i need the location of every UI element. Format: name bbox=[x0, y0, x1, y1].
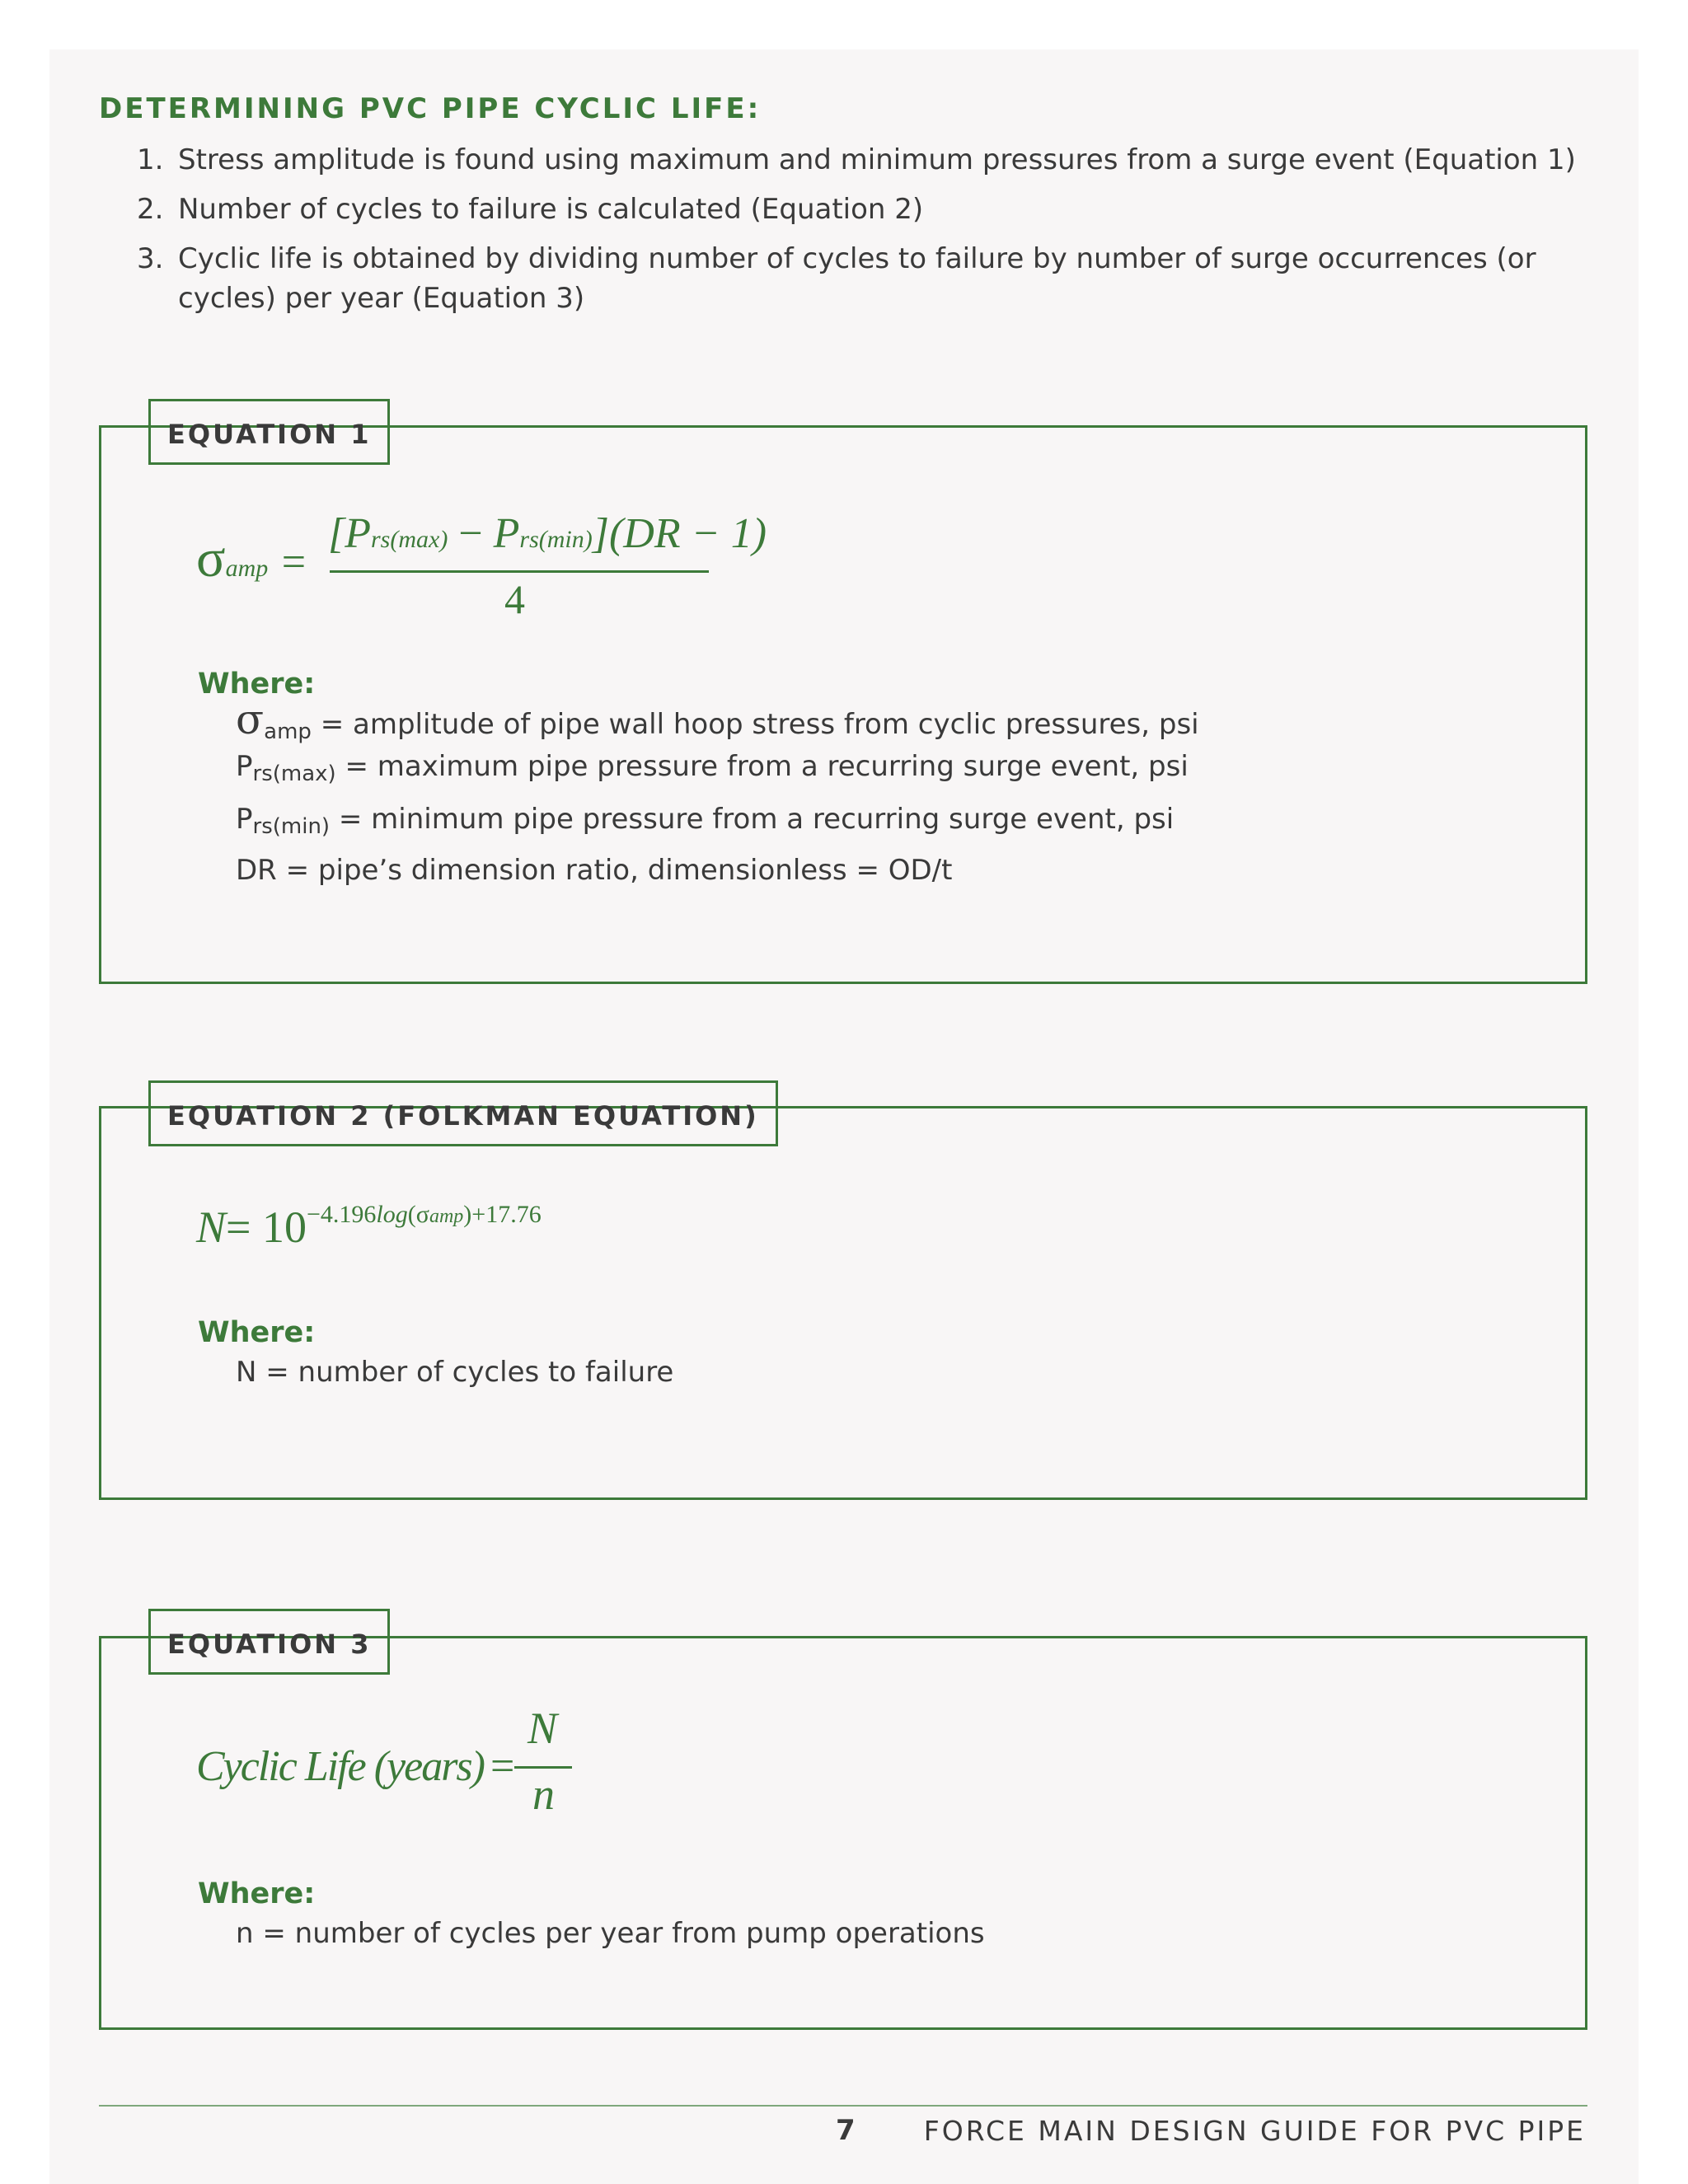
list-item: 2. Number of cycles to failure is calculated (Equation 2) bbox=[137, 193, 924, 226]
section-heading: DETERMINING PVC PIPE CYCLIC LIFE: bbox=[99, 92, 762, 125]
equation-1-lhs: σamp = bbox=[196, 528, 307, 588]
equation-3-label: EQUATION 3 bbox=[148, 1609, 390, 1675]
equation-1-numerator: [Prs(max) − Prs(min)](DR − 1) bbox=[328, 510, 767, 557]
steps-list bbox=[137, 140, 1596, 328]
equation-2-where: Where: bbox=[198, 1316, 316, 1349]
equation-3-numerator: N bbox=[528, 1704, 558, 1753]
equation-1-label: EQUATION 1 bbox=[148, 399, 390, 465]
equation-1-denominator: 4 bbox=[504, 576, 525, 622]
equation-3-denominator: n bbox=[532, 1769, 555, 1819]
equation-2-box bbox=[99, 1106, 1587, 1500]
equation-2-def-n: N = number of cycles to failure bbox=[236, 1356, 674, 1389]
equation-3-lhs: Cyclic Life (years) = bbox=[196, 1743, 513, 1790]
equation-1-def-prsmin: $P_{rs(min)}$ = minimum pipe pressure from a recurring surge event, psi bbox=[236, 803, 1175, 839]
page-number: 7 bbox=[836, 2114, 856, 2147]
equation-1-fraction-bar bbox=[330, 570, 709, 573]
equation-1-def-sigma: $\sigma_{amp}$ = amplitude of pipe wall hoop stress from cyclic pressures, psi bbox=[236, 696, 1199, 744]
guide-title: FORCE MAIN DESIGN GUIDE FOR PVC PIPE bbox=[923, 2115, 1586, 2147]
equation-3-def-n: n = number of cycles per year from pump operations bbox=[236, 1917, 985, 1950]
list-item: 1. Stress amplitude is found using maximum and minimum pressures from a surge event (Equation 1) bbox=[137, 143, 1576, 176]
list-item: 3. Cyclic life is obtained by dividing number of cycles to failure by number of surge occurrences (or cycles) per year (Equation 3) bbox=[137, 242, 1536, 315]
equation-3-box bbox=[99, 1636, 1587, 2030]
equation-3-where: Where: bbox=[198, 1877, 316, 1910]
equation-1-where: Where: bbox=[198, 668, 316, 701]
equation-2-formula: $N= 10^{-4.196log(\sigma amp)+17.76}$ bbox=[196, 1201, 542, 1252]
equation-1-def-dr: DR = pipe’s dimension ratio, dimensionless = OD/t bbox=[236, 854, 953, 887]
footer-divider bbox=[99, 2105, 1587, 2107]
equation-1-def-prsmax: $P_{rs(max)}$ = maximum pipe pressure from a recurring surge event, psi bbox=[236, 750, 1189, 786]
equation-2-label: EQUATION 2 (FOLKMAN EQUATION) bbox=[148, 1080, 778, 1146]
